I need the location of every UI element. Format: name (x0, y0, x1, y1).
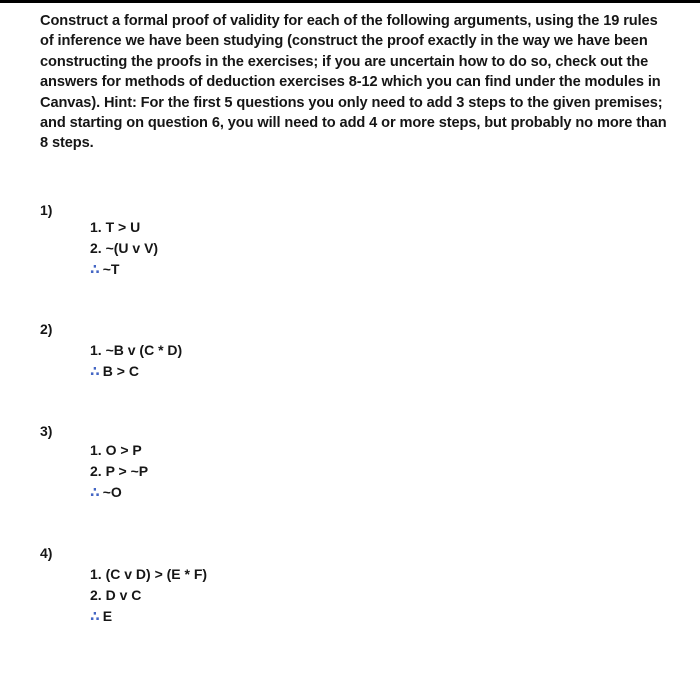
argument-lines (90, 564, 207, 627)
premise-line: 1. ~B v (C * D) (90, 342, 183, 358)
top-divider (0, 0, 700, 3)
conclusion-line (90, 606, 207, 627)
question-number: 2) (40, 321, 53, 337)
premise-line: 1. O > P (90, 442, 142, 458)
question-number: 4) (40, 545, 53, 561)
conclusion-line (90, 259, 158, 280)
instructions-paragraph: Construct a formal proof of validity for each of the following arguments, using the 19 rules of inference we have been studying (construct the proof exactly in the way we have been constructing the proofs in the exercises; if you are uncertain how to do so, check out the answers for methods of deduction exercises 8-12 which you can find under the modules in Canvas). Hint: For the first 5 questions you only need to add 3 steps to the given premises; and starting on question 6, you will need to add 4 or more steps, but probably no more than 8 steps. (40, 13, 667, 152)
premise-line: 2. ~(U v V) (90, 240, 159, 256)
conclusion-text: E (102, 608, 113, 624)
conclusion-text: ~O (102, 484, 122, 500)
therefore-symbol: ∴ (90, 261, 99, 277)
premise-line: 2. P > ~P (90, 463, 149, 479)
conclusion-text: B > C (102, 363, 139, 379)
premise-line: 1. T > U (90, 219, 141, 235)
therefore-symbol: ∴ (90, 484, 99, 500)
premise-line: 1. (C v D) > (E * F) (90, 566, 208, 582)
therefore-symbol: ∴ (90, 363, 99, 379)
conclusion-line (90, 361, 182, 382)
question-number: 3) (40, 423, 53, 439)
conclusion-line (90, 482, 148, 503)
therefore-symbol: ∴ (90, 608, 99, 624)
argument-lines (90, 217, 158, 280)
premise-line: 2. D v C (90, 587, 142, 603)
question-number: 1) (40, 202, 53, 218)
argument-lines (90, 340, 182, 382)
argument-lines (90, 440, 148, 503)
conclusion-text: ~T (102, 261, 120, 277)
